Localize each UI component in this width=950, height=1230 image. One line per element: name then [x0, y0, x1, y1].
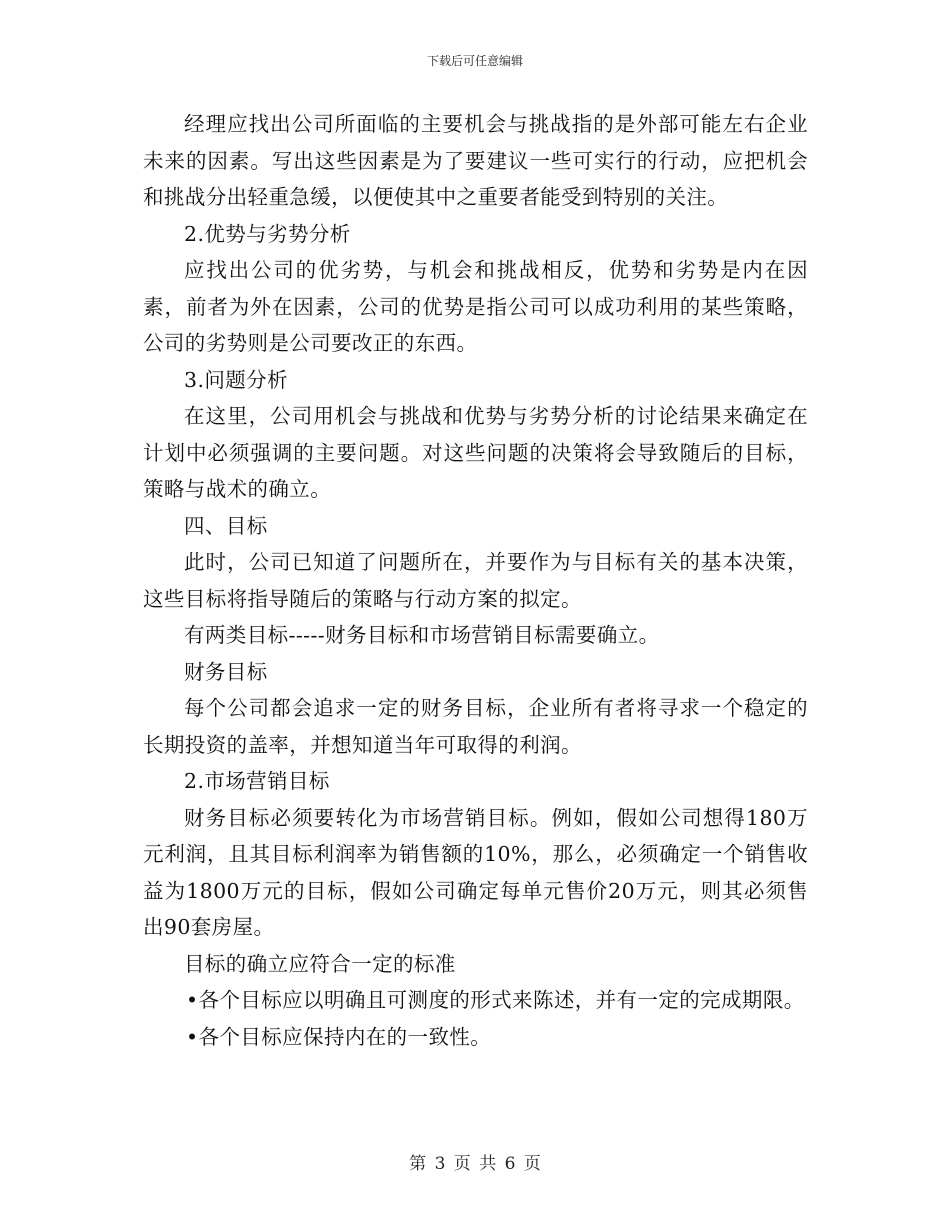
paragraph-two-objective-types: 有两类目标-----财务目标和市场营销目标需要确立。 [184, 623, 660, 647]
heading-financial-objectives: 财务目标 [184, 659, 268, 684]
paragraph-objectives-intro: 此时，公司已知道了问题所在，并要作为与目标有关的基本决策，这些目标将指导随后的策略与行动方案的拟定。 [143, 550, 808, 611]
paragraph-financial-objectives: 每个公司都会追求一定的财务目标，企业所有者将寻求一个稳定的长期投资的盖率，并想知道当年可取得的利润。 [143, 696, 808, 757]
bullet-consistent-objectives: •各个目标应保持内在的一致性。 [186, 1024, 492, 1049]
page-footer: 第 3 页 共 6 页 [409, 1154, 541, 1174]
paragraph-opportunities: 经理应找出公司所面临的主要机会与挑战指的是外部可能左右企业未来的因素。写出这些因素是为了要建议一些可实行的行动，应把机会和挑战分出轻重急缓，以便使其中之重要者能受到特别的关注。 [143, 112, 808, 209]
paragraph-marketing-objectives: 财务目标必须要转化为市场营销目标。例如，假如公司想得180万元利润，且其目标利润率为销售额的10%，那么，必须确定一个销售收益为1800万元的目标，假如公司确定每单元售价20万元，则其必须售出90套房屋。 [143, 805, 808, 939]
bullet-measurable-objectives: •各个目标应以明确且可测度的形式来陈述，并有一定的完成期限。 [186, 988, 805, 1012]
heading-problem-analysis: 3.问题分析 [184, 367, 288, 392]
heading-objectives: 四、目标 [184, 513, 268, 538]
paragraph-objective-criteria: 目标的确立应符合一定的标准 [184, 951, 456, 976]
page-header: 下载后可任意编辑 [426, 54, 523, 68]
paragraph-strengths-weaknesses: 应找出公司的优劣势，与机会和挑战相反，优势和劣势是内在因素，前者为外在因素，公司的优势是指公司可以成功利用的某些策略，公司的劣势则是公司要改正的东西。 [143, 258, 808, 355]
document-body [143, 106, 808, 1055]
heading-marketing-objectives: 2.市场营销目标 [184, 769, 330, 793]
heading-strengths-weaknesses: 2.优势与劣势分析 [184, 221, 351, 246]
paragraph-problem-analysis: 在这里，公司用机会与挑战和优势与劣势分析的讨论结果来确定在计划中必须强调的主要问题。对这些问题的决策将会导致随后的目标，策略与战术的确立。 [143, 404, 808, 501]
